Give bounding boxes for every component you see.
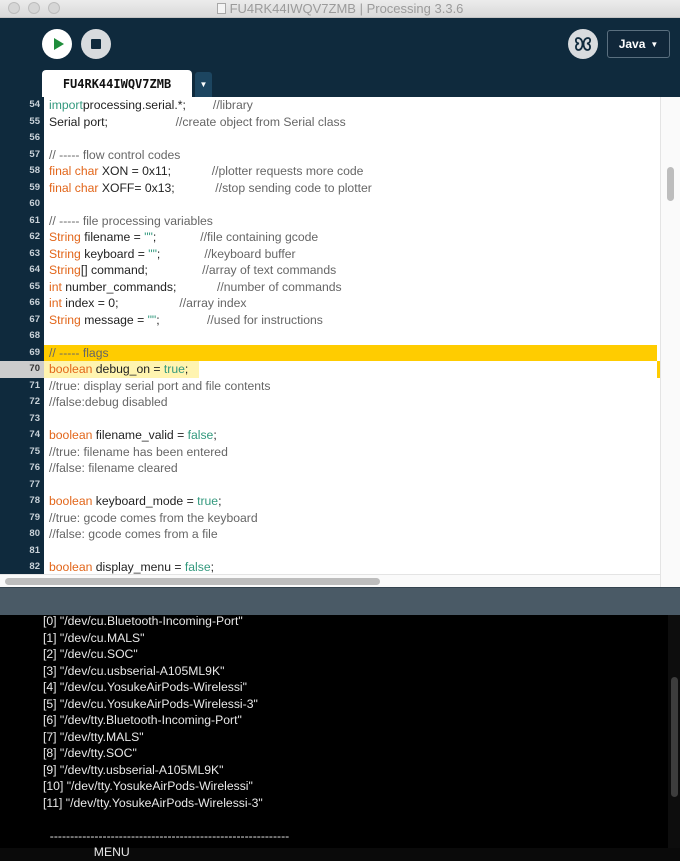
- code-line: [44, 493, 660, 510]
- line-number: 69: [29, 346, 40, 358]
- toolbar: [0, 18, 680, 68]
- code-token: number_commands;: [61, 279, 177, 294]
- code-editor[interactable]: [0, 97, 680, 587]
- code-token: //false: filename cleared: [49, 461, 178, 475]
- code-token: String: [49, 246, 81, 261]
- code-token: //array of text commands: [147, 263, 337, 277]
- line-number: 59: [29, 181, 40, 193]
- stop-icon: [91, 39, 101, 49]
- code-line: [44, 510, 660, 527]
- line-number: 61: [29, 214, 40, 226]
- line-number: 81: [29, 544, 40, 556]
- line-number: 63: [29, 247, 40, 259]
- code-token: //file containing gcode: [156, 230, 319, 244]
- code-token: ;: [152, 230, 157, 244]
- code-token: //true: filename has been entered: [49, 444, 228, 459]
- code-token: ;: [156, 312, 160, 327]
- code-token: char: [74, 180, 99, 195]
- line-number: 56: [29, 132, 40, 143]
- code-line: [44, 411, 660, 428]
- message-area-divider[interactable]: [0, 587, 680, 615]
- code-token: processing.serial.*;: [82, 98, 186, 112]
- code-token: ;: [184, 362, 189, 376]
- editor-vertical-scrollbar[interactable]: [660, 97, 680, 587]
- code-token: boolean: [49, 428, 93, 442]
- debugger-butterfly-icon: [574, 35, 592, 53]
- code-line: [44, 394, 660, 411]
- code-token: XOFF= 0x13;: [98, 180, 175, 195]
- code-token: true: [197, 494, 219, 508]
- line-number: 65: [29, 280, 40, 292]
- code-line: [44, 361, 660, 378]
- code-token: //stop sending code to plotter: [174, 180, 372, 195]
- code-token: String: [49, 263, 81, 277]
- line-number: 58: [29, 165, 40, 176]
- code-token: true: [163, 362, 185, 376]
- mode-label: Java: [618, 37, 646, 51]
- line-number: 75: [29, 445, 40, 457]
- code-line: [44, 460, 660, 477]
- code-token: boolean: [49, 362, 93, 376]
- code-token: index = 0;: [61, 296, 119, 310]
- code-token: false: [184, 560, 211, 574]
- code-token: String: [49, 230, 81, 244]
- code-line: [44, 246, 660, 263]
- code-token: ;: [218, 494, 222, 508]
- code-line: [44, 444, 660, 461]
- console-line: -----------------------------------------------------------: [43, 828, 290, 843]
- code-line: [44, 229, 660, 246]
- code-line: [44, 130, 660, 147]
- code-token: "": [148, 246, 157, 261]
- code-line: [44, 328, 660, 345]
- console-line: [10] "/dev/tty.YosukeAirPods-Wirelessi": [43, 779, 253, 793]
- line-number: 57: [29, 148, 40, 160]
- code-line: [44, 543, 660, 560]
- code-token: filename =: [80, 230, 145, 244]
- code-line: [44, 114, 660, 131]
- document-icon: [217, 3, 226, 14]
- code-line: [44, 147, 660, 164]
- code-token: String: [49, 312, 81, 327]
- code-token: //library: [185, 98, 253, 112]
- window-titlebar: [0, 0, 680, 18]
- code-token: //array index: [118, 296, 247, 310]
- code-line: [44, 427, 660, 444]
- console-line: [5] "/dev/cu.YosukeAirPods-Wirelessi-3": [43, 696, 258, 711]
- code-token: //plotter requests more code: [171, 164, 364, 178]
- console-output: [0, 614, 680, 859]
- code-token: filename_valid =: [92, 428, 188, 442]
- tab-sketch[interactable]: FU4RK44IWQV7ZMB: [42, 70, 192, 97]
- code-line: [44, 295, 660, 312]
- code-token: ;: [213, 428, 217, 442]
- chevron-down-icon: ▼: [650, 39, 659, 49]
- line-number: 72: [29, 396, 40, 407]
- code-token: Serial port;: [49, 114, 108, 129]
- console-line: [0] "/dev/cu.Bluetooth-Incoming-Port": [43, 614, 243, 628]
- run-button[interactable]: [42, 29, 72, 59]
- tab-menu-button[interactable]: [195, 72, 212, 97]
- code-token: //true: display serial port and file contents: [49, 378, 271, 393]
- window-title: FU4RK44IWQV7ZMB | Processing 3.3.6: [229, 1, 464, 16]
- console-line: [9] "/dev/tty.usbserial-A105ML9K": [43, 762, 224, 777]
- code-token: keyboard_mode =: [92, 494, 198, 508]
- line-number: 54: [29, 99, 40, 110]
- line-number: 70: [0, 361, 44, 378]
- code-token: "": [144, 230, 153, 244]
- code-token: //true: gcode comes from the keyboard: [49, 510, 258, 525]
- line-number: 67: [29, 313, 40, 325]
- code-token: import: [49, 98, 83, 112]
- code-token: XON = 0x11;: [98, 164, 172, 178]
- code-token: message =: [80, 312, 148, 327]
- code-line: [44, 213, 660, 230]
- debugger-button[interactable]: [568, 29, 598, 59]
- console-line: [2] "/dev/cu.SOC": [43, 647, 138, 661]
- code-line: [44, 312, 660, 329]
- console-scrollbar[interactable]: [668, 615, 680, 848]
- code-token: //false: gcode comes from a file: [49, 527, 218, 541]
- line-number-gutter: [0, 97, 44, 587]
- line-number: 60: [29, 198, 40, 209]
- code-token: //false:debug disabled: [49, 395, 168, 409]
- code-token: char: [74, 164, 99, 178]
- console-line: [11] "/dev/tty.YosukeAirPods-Wirelessi-3": [43, 795, 263, 810]
- code-token: // ----- flow control codes: [49, 147, 181, 162]
- console-line: [7] "/dev/tty.MALS": [43, 729, 144, 744]
- code-token: // ----- file processing variables: [49, 213, 213, 228]
- mode-selector[interactable]: [607, 30, 670, 58]
- line-number: 64: [29, 264, 40, 275]
- code-line: [44, 477, 660, 494]
- play-icon: [54, 38, 64, 50]
- line-number: 68: [29, 330, 40, 341]
- line-number: 74: [29, 429, 40, 440]
- code-token: final: [49, 180, 72, 195]
- code-line: [44, 526, 660, 543]
- code-token: ;: [210, 560, 215, 574]
- code-line: [44, 378, 660, 395]
- console-line: [3] "/dev/cu.usbserial-A105ML9K": [43, 663, 225, 678]
- code-token: //create object from Serial class: [107, 114, 346, 129]
- code-line: [44, 97, 660, 114]
- sketch-tab-bar: [0, 68, 680, 97]
- window-title-area: [0, 2, 680, 16]
- console-line: [1] "/dev/cu.MALS": [43, 630, 145, 645]
- code-token: final: [49, 164, 72, 178]
- code-token: //used for instructions: [159, 312, 323, 327]
- line-number: 79: [29, 511, 40, 523]
- code-line: [44, 262, 660, 279]
- code-token: display_menu =: [92, 560, 185, 574]
- code-line: [44, 345, 660, 362]
- console-line: MENU: [43, 845, 130, 859]
- current-line-marker: [657, 361, 660, 378]
- code-token: keyboard =: [80, 246, 149, 261]
- line-number: 62: [29, 231, 40, 242]
- code-token: "": [147, 312, 157, 327]
- line-number: 78: [29, 495, 40, 506]
- code-token: debug_on =: [92, 362, 164, 376]
- editor-horizontal-scrollbar[interactable]: [0, 574, 660, 587]
- line-number: 76: [29, 462, 40, 473]
- line-number: 71: [29, 379, 40, 391]
- console-line: [4] "/dev/cu.YosukeAirPods-Wirelessi": [43, 680, 247, 694]
- code-line: [44, 196, 660, 213]
- line-number: 77: [29, 478, 40, 490]
- line-number: 66: [29, 297, 40, 308]
- code-token: false: [187, 428, 214, 442]
- line-number: 73: [29, 412, 40, 424]
- editor-vertical-scroll-thumb[interactable]: [667, 167, 674, 201]
- code-token: boolean: [49, 560, 93, 574]
- chevron-down-icon: ▼: [199, 80, 208, 89]
- stop-button[interactable]: [81, 29, 111, 59]
- code-token: // ----- flags: [49, 345, 109, 360]
- code-token: ;: [156, 246, 161, 261]
- line-number: 55: [29, 115, 40, 127]
- console-line: [8] "/dev/tty.SOC": [43, 746, 137, 760]
- console-scroll-thumb[interactable]: [671, 677, 678, 797]
- editor-horizontal-scroll-thumb[interactable]: [5, 578, 380, 585]
- code-line: [44, 163, 660, 180]
- code-token: [] command;: [80, 263, 148, 277]
- code-line: [44, 279, 660, 296]
- console-line: [6] "/dev/tty.Bluetooth-Incoming-Port": [43, 713, 242, 727]
- code-token: boolean: [49, 494, 93, 508]
- line-number: 82: [29, 561, 40, 572]
- code-token: int: [49, 279, 62, 294]
- code-text-area[interactable]: [44, 97, 660, 587]
- code-token: int: [49, 296, 62, 310]
- code-token: //keyboard buffer: [160, 246, 296, 261]
- code-token: //number of commands: [176, 279, 342, 294]
- code-line: [44, 180, 660, 197]
- line-number: 80: [29, 528, 40, 539]
